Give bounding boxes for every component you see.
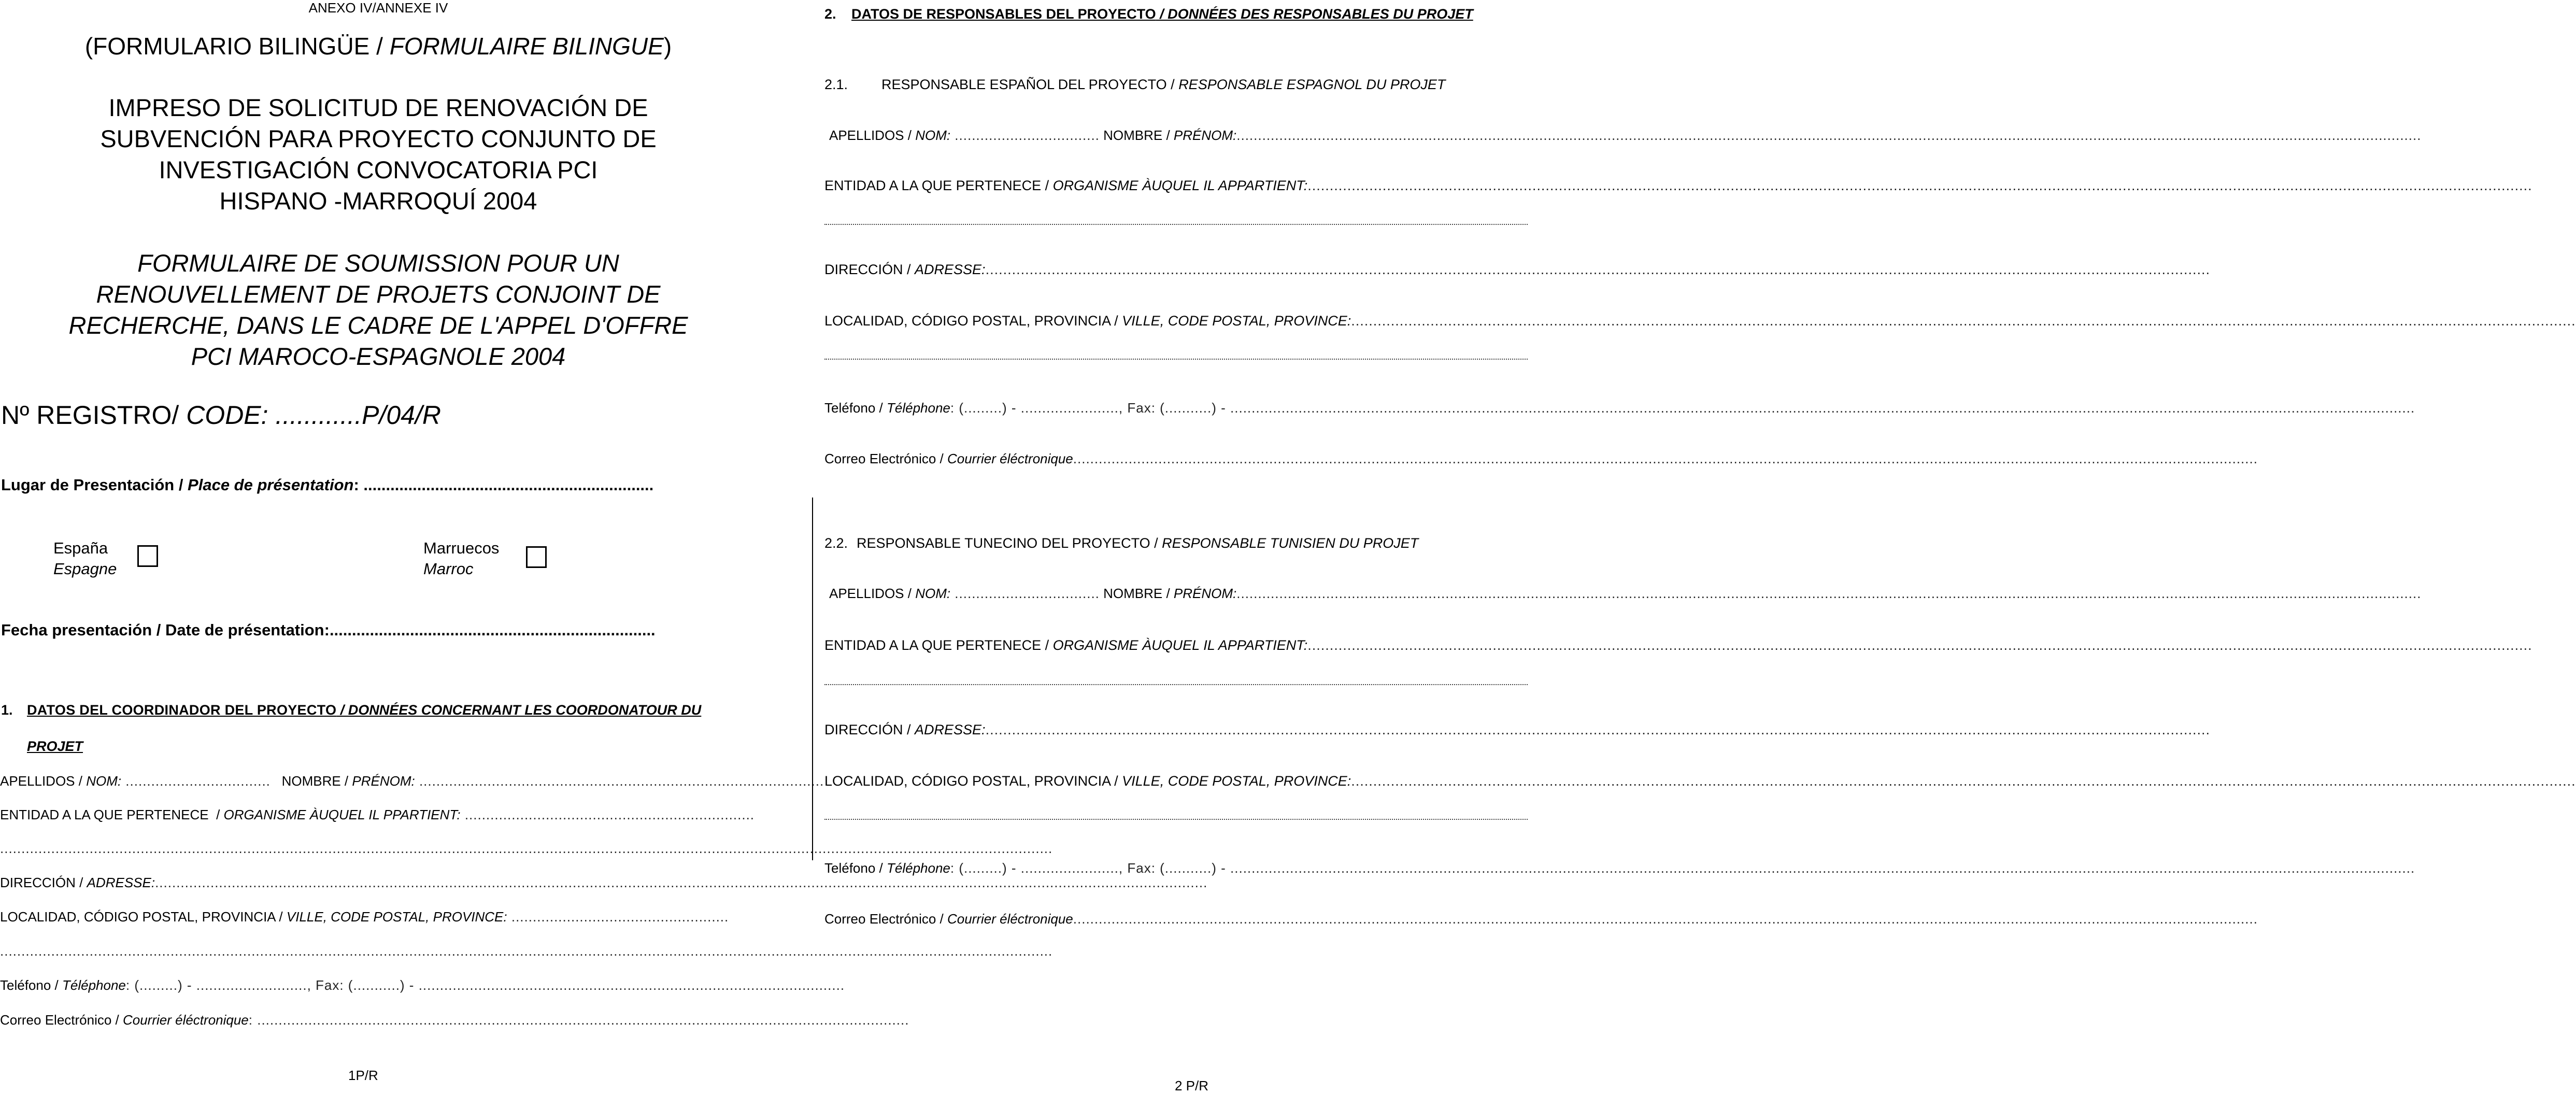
field-label-fr: ADRESSE: [915,262,986,277]
field-label-fr: PRÉNOM: [1173,586,1237,601]
es-manager-entity-continuation[interactable] [824,224,1528,225]
field-label: NOMBRE / [1099,127,1174,143]
field-label-fr: VILLE, CODE POSTAL, PROVINCE: [1122,773,1351,789]
field-label-fr: PRÉNOM: [352,773,415,789]
field-label: DIRECCIÓN / [824,722,915,737]
lugar-dots: : ................................................................. [353,476,654,494]
field-label: APELLIDOS / [829,586,916,601]
section-1-heading [1,702,758,718]
es-manager-email-field[interactable] [824,451,2258,467]
field-label-fr: PRÉNOM: [1173,127,1237,143]
field-dots: ...................................................................................................................................................................................................................................................................................... [1307,637,2532,653]
section-title-fr: / DONNÉES DES RESPONSABLES DU PROJET [1156,6,1473,22]
field-dots: .................................. [950,127,1100,143]
field-label-fr: Courrier éléctronique [122,1012,249,1028]
bilingual-close: ) [663,33,672,60]
field-label-fr: NOM: [915,127,951,143]
field-label-fr: Téléphone [886,400,950,416]
french-title-line: RENOUVELLEMENT DE PROJETS CONJOINT DE [96,280,661,308]
country-label-fr: Espagne [53,560,117,578]
field-dots: ...................................................................................................................................................................................................................................................................................... [1230,400,2415,416]
partner-manager-name-field[interactable] [829,586,2422,602]
field-label: ENTIDAD A LA QUE PERTENECE / [824,637,1053,653]
es-manager-locality-field[interactable] [824,313,2576,329]
coordinator-entity-continuation[interactable]: ....................................................................................................................................................................................................................................................... [0,841,1053,856]
field-dots: : (.........) - ......................., Fax: (...........) - [950,400,1231,416]
spanish-title [0,92,757,217]
field-label: LOCALIDAD, CÓDIGO POSTAL, PROVINCIA / [824,313,1122,329]
field-label-fr: ORGANISME ÀUQUEL IL PPARTIENT: [223,807,461,822]
field-dots: : (.........) - ......................., Fax: (...........) - [950,860,1231,876]
field-dots: ...................................................................................................................................................................................................................................................................................... [1307,178,2532,193]
partner-manager-entity-field[interactable] [824,637,2532,653]
page-number-right: 2 P/R [1175,1078,1209,1093]
field-dots: : (.........) - .........................., Fax: (...........) - .................................................................................................... [125,977,845,993]
field-label: LOCALIDAD, CÓDIGO POSTAL, PROVINCIA / [824,773,1122,789]
field-label: LOCALIDAD, CÓDIGO POSTAL, PROVINCIA / [0,909,287,925]
partner-manager-phone-field[interactable] [824,860,2415,876]
es-manager-name-field[interactable] [829,127,2422,144]
subsection-2-2-heading [824,535,1418,551]
subsection-title-es: RESPONSABLE ESPAÑOL DEL PROYECTO / [881,77,1179,92]
partner-manager-locality-field[interactable] [824,773,2576,789]
field-label: APELLIDOS / [829,127,916,143]
field-dots: ...................................................................................................................................................................................................................................................................................... [1351,773,2576,789]
field-dots: ....................................................................................................................................................................................................................................................... [155,875,1208,890]
field-label: DIRECCIÓN / [824,262,915,277]
spanish-title-line: INVESTIGACIÓN CONVOCATORIA PCI [159,156,598,183]
spanish-title-line: HISPANO -MARROQUÍ 2004 [219,187,537,215]
field-label-fr: Téléphone [886,860,950,876]
field-label-fr: NOM: [86,773,122,789]
field-dots: ...................................................................................................................................................................................................................................................................................... [1351,313,2576,329]
field-label: Teléfono / [824,860,887,876]
field-label-fr: ORGANISME ÀUQUEL IL APPARTIENT: [1052,637,1308,653]
country-option-spain [53,538,117,579]
spanish-title-line: SUBVENCIÓN PARA PROYECTO CONJUNTO DE [100,125,657,152]
partner-manager-locality-continuation[interactable] [824,819,1528,820]
field-label: Correo Electrónico / [824,451,947,466]
field-dots: ...................................................................................................................................................................................................................................................................................... [1073,451,2258,466]
field-label: APELLIDOS / [0,773,87,789]
es-manager-locality-continuation[interactable] [824,359,1528,360]
french-title-line: RECHERCHE, DANS LE CADRE DE L'APPEL D'OFFRE [68,311,688,339]
field-label: NOMBRE / [1099,586,1174,601]
page-number-left: 1P/R [348,1068,378,1083]
subsection-2-1-heading [824,77,1445,93]
bilingual-heading [0,32,757,60]
coordinator-entity-field[interactable] [0,807,755,823]
field-dots: : ......................................................................................................................................................... [248,1012,909,1028]
country-label-fr: Marroc [423,560,474,578]
field-dots: .................................................................... [460,807,755,822]
submission-date-field[interactable]: Fecha presentación / Date de présentation:......................................................................... [1,621,656,639]
es-manager-address-field[interactable] [824,262,2210,278]
margin-line [812,498,813,860]
field-label-fr: Courrier éléctronique [947,451,1073,466]
section-title-es: DATOS DEL COORDINADOR DEL PROYECTO [27,702,337,718]
registro-label: Nº REGISTRO/ [1,401,187,430]
field-dots: ............................................................................................... [415,773,824,789]
field-label: Correo Electrónico / [0,1012,123,1028]
section-number: 1. [1,702,13,718]
subsection-title-fr: RESPONSABLE ESPAGNOL DU PROJET [1178,77,1446,92]
coordinator-name-field[interactable] [0,773,824,789]
partner-manager-address-field[interactable] [824,722,2210,738]
registration-code [1,400,441,430]
section-title-fr: / DONNÉES CONCERNANT LES COORDONATOUR DU [336,702,702,718]
coordinator-email-field[interactable] [0,1012,909,1028]
field-label-fr: ORGANISME ÀUQUEL IL APPARTIENT: [1052,178,1308,193]
bilingual-fr: FORMULAIRE BILINGUE [389,33,664,60]
section-1-heading-cont: PROJET [27,738,83,754]
coordinator-locality-continuation[interactable]: ....................................................................................................................................................................................................................................................... [0,943,1053,959]
lugar-label: Lugar de Presentación / [1,476,188,494]
place-of-submission-field[interactable] [1,476,653,494]
subsection-title-es: RESPONSABLE TUNECINO DEL PROYECTO / [857,535,1162,551]
field-dots: ...................................................................................................................................................................................................................................................................................... [1230,860,2415,876]
coordinator-address-field[interactable] [0,875,1208,891]
coordinator-locality-field[interactable] [0,909,729,925]
field-dots: .................................. [950,586,1100,601]
section-2-heading [824,6,1473,22]
field-label: NOMBRE / [270,773,352,789]
french-title [0,248,757,372]
section-number: 2. [824,6,836,22]
field-label-fr: NOM: [915,586,951,601]
morocco-checkbox[interactable] [526,546,547,568]
subsection-title-fr: RESPONSABLE TUNISIEN DU PROJET [1162,535,1419,551]
field-label: Correo Electrónico / [824,911,947,927]
field-label: DIRECCIÓN / [0,875,87,890]
registro-code-value: CODE: ............P/04/R [186,401,441,430]
field-dots: ...................................................................................................................................................................................................................................................................................... [1236,586,2422,601]
field-dots: ...................................................................................................................................................................................................................................................................................... [985,722,2210,737]
french-title-line: FORMULAIRE DE SOUMISSION POUR UN [137,249,619,277]
field-label: ENTIDAD A LA QUE PERTENECE / [824,178,1053,193]
field-label-fr: ADRESSE: [915,722,986,737]
field-dots: ...................................................................................................................................................................................................................................................................................... [1073,911,2258,927]
field-dots: .................................. [121,773,271,789]
field-label-fr: Téléphone [62,977,126,993]
spanish-title-line: IMPRESO DE SOLICITUD DE RENOVACIÓN DE [108,94,648,121]
field-label: Teléfono / [824,400,887,416]
subsection-number: 2.1. [824,77,848,92]
field-label-fr: Courrier éléctronique [947,911,1073,927]
section-title-es: DATOS DE RESPONSABLES DEL PROYECTO [851,6,1156,22]
field-label-fr: VILLE, CODE POSTAL, PROVINCE: [1122,313,1351,329]
field-dots: ...................................................................................................................................................................................................................................................................................... [1236,127,2422,143]
french-title-line: PCI MAROCO-ESPAGNOLE 2004 [191,343,566,370]
spain-checkbox[interactable] [137,545,158,567]
field-dots: ................................................... [507,909,729,925]
country-label-es: Marruecos [423,539,500,557]
partner-manager-entity-continuation[interactable] [824,684,1528,685]
field-label-fr: ADRESSE: [87,875,155,890]
annex-label: ANEXO IV/ANNEXE IV [308,0,448,16]
lugar-label-fr: Place de présentation [188,476,354,494]
es-manager-phone-field[interactable] [824,400,2415,416]
es-manager-entity-field[interactable] [824,178,2532,194]
country-option-morocco [423,538,499,579]
field-label: ENTIDAD A LA QUE PERTENECE / [0,807,224,822]
field-label-fr: VILLE, CODE POSTAL, PROVINCE: [286,909,507,925]
page-right [798,0,2576,1093]
coordinator-phone-field[interactable] [0,977,845,993]
field-dots: ...................................................................................................................................................................................................................................................................................... [985,262,2210,277]
field-label: Teléfono / [0,977,62,993]
subsection-number: 2.2. [824,535,848,551]
partner-manager-email-field[interactable] [824,911,2258,927]
bilingual-es: (FORMULARIO BILINGÜE / [84,33,390,60]
country-label-es: España [53,539,108,557]
